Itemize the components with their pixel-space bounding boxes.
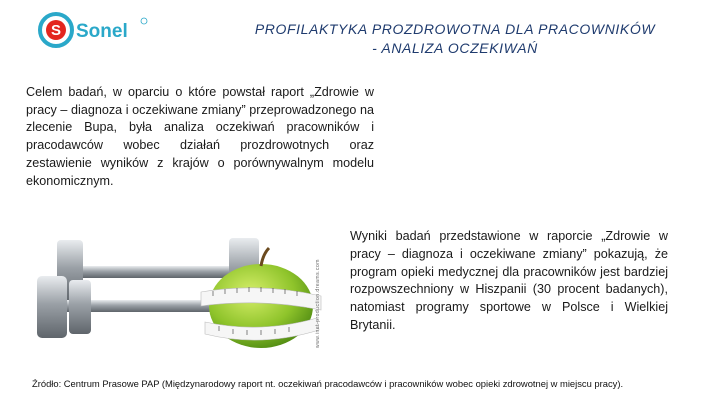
results-text-block bbox=[350, 228, 668, 335]
page-title bbox=[190, 20, 720, 58]
svg-text:S: S bbox=[51, 22, 62, 39]
brand-wordmark: Sonel bbox=[76, 21, 128, 42]
fitness-photo bbox=[29, 230, 325, 348]
photo-watermark: www.inet-production.dreams.com bbox=[315, 259, 321, 348]
intro-text-block bbox=[26, 84, 374, 190]
title-line-2: - ANALIZA OCZEKIWAŃ bbox=[372, 40, 538, 56]
sonel-logo bbox=[36, 12, 156, 48]
source-note: Źródło: Centrum Prasowe PAP (Międzynarodowy raport nt. oczekiwań pracodawców i pracowników wobec opieki zdrowotnej w miejscu pracy). bbox=[32, 378, 624, 389]
results-paragraph: Wyniki badań przedstawione w raporcie „Zdrowie w pracy – diagnoza i oczekiwane zmiany” pokazują, że program opieki medycznej dla pracowników jest bardziej rozpowszechniony w Hiszpanii (30 procent badanych), natomiast programy sportowe w Polsce i Wielkiej Brytanii. bbox=[350, 229, 668, 332]
title-line-1: PROFILAKTYKA PROZDROWOTNA DLA PRACOWNIKÓW bbox=[254, 21, 656, 37]
intro-paragraph: Celem badań, w oparciu o które powstał raport „Zdrowie w pracy – diagnoza i oczekiwane zmiany” przeprowadzonego na zlecenie Bupa, była analiza oczekiwań pracowników i pracodawców wobec działań prozdrowotnych oraz zestawienie wyników z krajów o porównywalnym modelu ekonomicznym. bbox=[26, 85, 374, 188]
